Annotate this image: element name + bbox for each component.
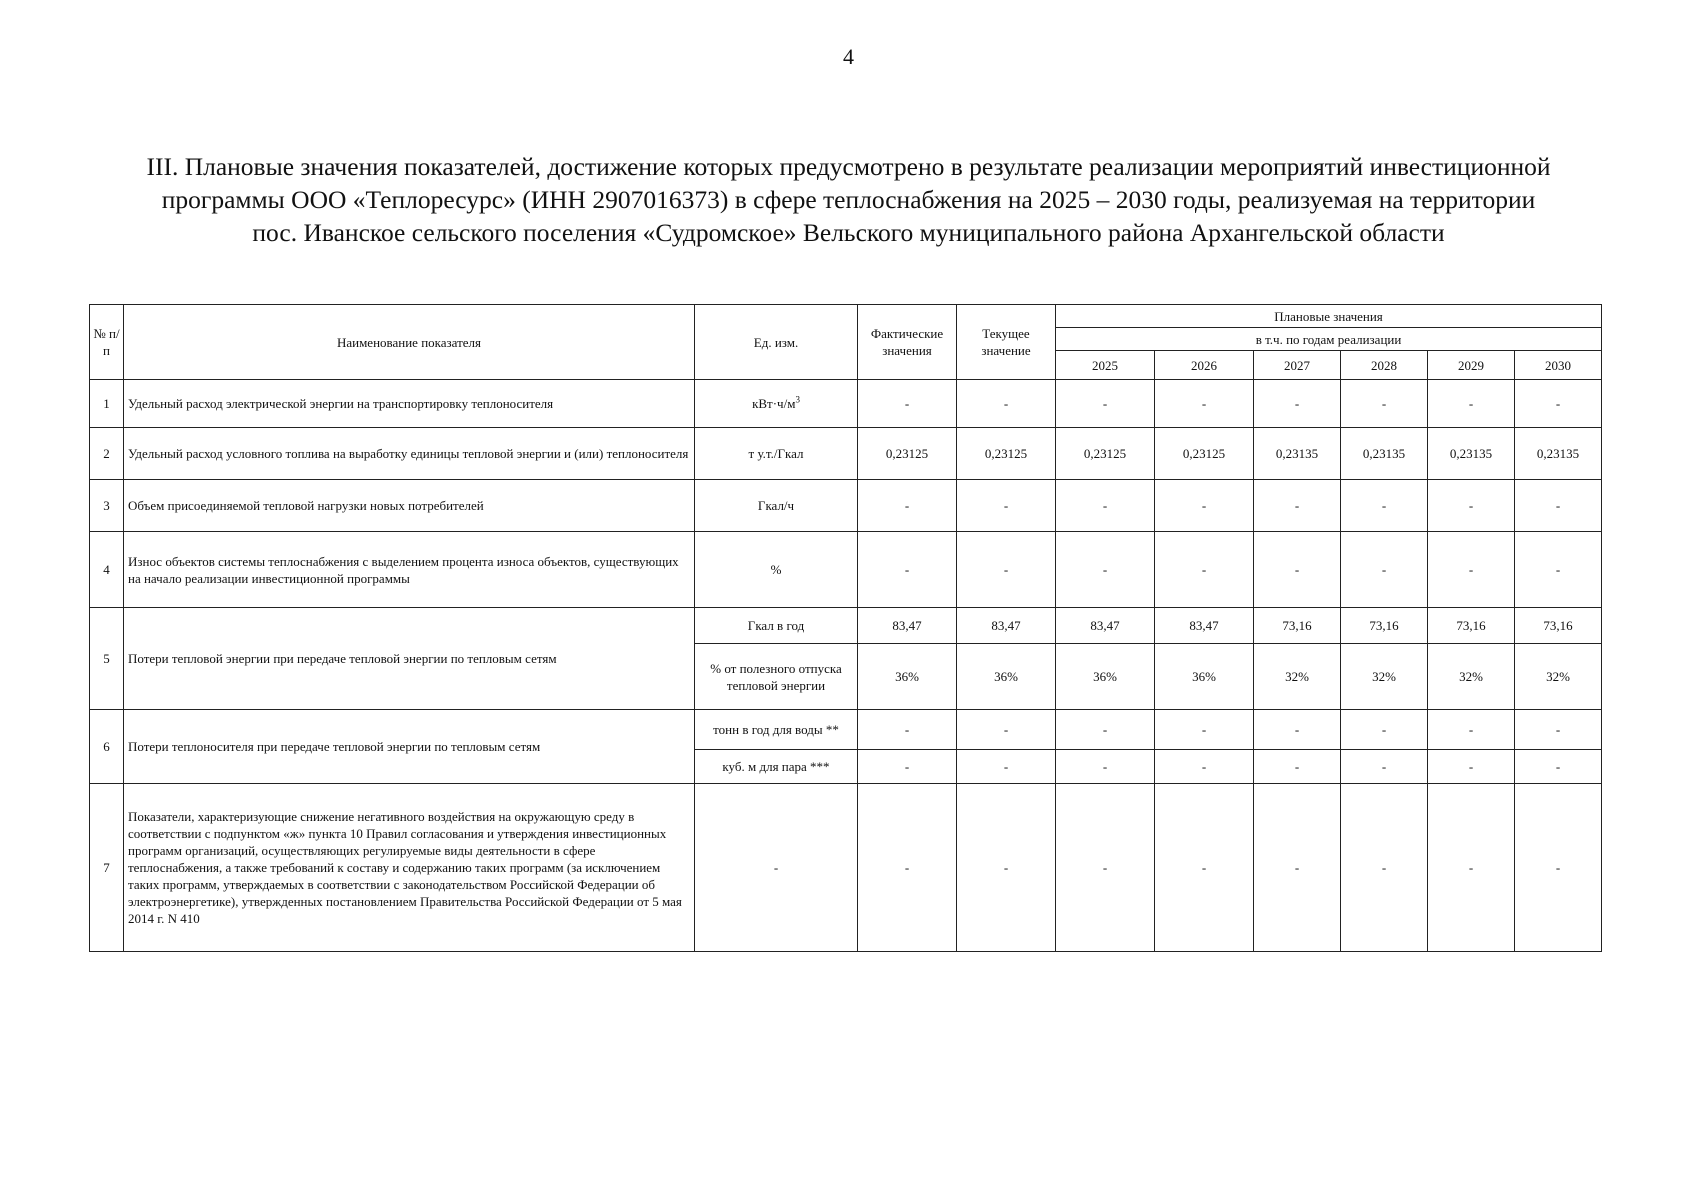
indicators-table xyxy=(89,304,1602,952)
year-value: - xyxy=(1155,532,1254,608)
heading-line-1: III. Плановые значения показателей, достижение которых предусмотрено в результате реализации мероприятий инвестиционной xyxy=(146,152,1551,181)
unit-cell: - xyxy=(695,784,858,952)
header-year: 2030 xyxy=(1515,351,1602,380)
indicator-name: Показатели, характеризующие снижение негативного воздействия на окружающую среду в соответствии с подпунктом «ж» пункта 10 Правил согласования и утверждения инвестиционных программ организаций, осуществляющих регулируемые виды деятельности в сфере теплоснабжения, а также требований к составу и содержанию таких программ (за исключением таких программ, утверждаемых в соответствии с законодательством Российской Федерации об электроэнергетике), утвержденных постановлением Правительства Российской Федерации от 5 мая 2014 г. N 410 xyxy=(124,784,695,952)
unit-cell: тонн в год для воды ** xyxy=(695,710,858,750)
year-value: - xyxy=(1254,784,1341,952)
year-value: - xyxy=(1056,710,1155,750)
year-value: 0,23135 xyxy=(1515,428,1602,480)
year-value: - xyxy=(1254,532,1341,608)
indicator-name: Удельный расход электрической энергии на транспортировку теплоносителя xyxy=(124,380,695,428)
unit-cell: т у.т./Гкал xyxy=(695,428,858,480)
year-value: - xyxy=(1428,532,1515,608)
year-value: - xyxy=(1515,480,1602,532)
year-value: - xyxy=(1341,532,1428,608)
year-value: - xyxy=(1056,750,1155,784)
indicator-name: Удельный расход условного топлива на выработку единицы тепловой энергии и (или) теплоносителя xyxy=(124,428,695,480)
year-value: - xyxy=(1341,380,1428,428)
unit-cell xyxy=(695,380,858,428)
header-year: 2026 xyxy=(1155,351,1254,380)
year-value: - xyxy=(1056,380,1155,428)
current-value: - xyxy=(957,480,1056,532)
unit-cell: куб. м для пара *** xyxy=(695,750,858,784)
indicator-name: Износ объектов системы теплоснабжения с выделением процента износа объектов, существующих на начало реализации инвестиционной программы xyxy=(124,532,695,608)
table-row xyxy=(90,784,1602,952)
year-value: - xyxy=(1341,480,1428,532)
year-value: - xyxy=(1056,480,1155,532)
year-value: - xyxy=(1428,784,1515,952)
year-value: 73,16 xyxy=(1254,608,1341,644)
year-value: 73,16 xyxy=(1341,608,1428,644)
year-value: - xyxy=(1341,750,1428,784)
year-value: - xyxy=(1515,380,1602,428)
table-row xyxy=(90,710,1602,750)
actual-value: - xyxy=(858,380,957,428)
table-row xyxy=(90,428,1602,480)
year-value: 0,23125 xyxy=(1155,428,1254,480)
year-value: 32% xyxy=(1428,644,1515,710)
indicator-name: Потери тепловой энергии при передаче тепловой энергии по тепловым сетям xyxy=(124,608,695,710)
year-value: - xyxy=(1155,480,1254,532)
unit-cell: % от полезного отпуска тепловой энергии xyxy=(695,644,858,710)
table-row xyxy=(90,532,1602,608)
current-value: - xyxy=(957,784,1056,952)
table-row xyxy=(90,608,1602,644)
header-year: 2028 xyxy=(1341,351,1428,380)
current-value: 36% xyxy=(957,644,1056,710)
unit-cell: % xyxy=(695,532,858,608)
indicator-name: Потери теплоносителя при передаче тепловой энергии по тепловым сетям xyxy=(124,710,695,784)
actual-value: 0,23125 xyxy=(858,428,957,480)
header-by-years: в т.ч. по годам реализации xyxy=(1056,328,1602,351)
year-value: 36% xyxy=(1056,644,1155,710)
year-value: 0,23125 xyxy=(1056,428,1155,480)
year-value: 0,23135 xyxy=(1254,428,1341,480)
header-actual: Фактические значения xyxy=(858,305,957,380)
year-value: - xyxy=(1341,710,1428,750)
year-value: - xyxy=(1254,750,1341,784)
year-value: 32% xyxy=(1341,644,1428,710)
row-number: 4 xyxy=(90,532,124,608)
year-value: - xyxy=(1515,750,1602,784)
year-value: - xyxy=(1341,784,1428,952)
year-value: - xyxy=(1428,710,1515,750)
actual-value: 36% xyxy=(858,644,957,710)
year-value: - xyxy=(1155,380,1254,428)
year-value: - xyxy=(1515,784,1602,952)
year-value: 0,23135 xyxy=(1341,428,1428,480)
heading-line-3: пос. Иванское сельского поселения «Судромское» Вельского муниципального района Архангельской области xyxy=(252,218,1445,247)
year-value: - xyxy=(1056,784,1155,952)
page-number: 4 xyxy=(843,44,854,69)
actual-value: - xyxy=(858,710,957,750)
current-value: - xyxy=(957,380,1056,428)
row-number: 3 xyxy=(90,480,124,532)
year-value: - xyxy=(1155,784,1254,952)
unit-cell: Гкал/ч xyxy=(695,480,858,532)
year-value: - xyxy=(1428,380,1515,428)
year-value: 83,47 xyxy=(1056,608,1155,644)
row-number: 6 xyxy=(90,710,124,784)
year-value: - xyxy=(1155,750,1254,784)
unit-text: кВт·ч/м xyxy=(752,396,796,411)
current-value: - xyxy=(957,532,1056,608)
year-value: 83,47 xyxy=(1155,608,1254,644)
header-year: 2029 xyxy=(1428,351,1515,380)
table-row xyxy=(90,380,1602,428)
row-number: 2 xyxy=(90,428,124,480)
year-value: 32% xyxy=(1515,644,1602,710)
header-name: Наименование показателя xyxy=(124,305,695,380)
year-value: 0,23135 xyxy=(1428,428,1515,480)
current-value: - xyxy=(957,710,1056,750)
actual-value: - xyxy=(858,532,957,608)
document-heading xyxy=(70,150,1627,249)
year-value: 32% xyxy=(1254,644,1341,710)
year-value: - xyxy=(1515,532,1602,608)
unit-cell: Гкал в год xyxy=(695,608,858,644)
year-value: - xyxy=(1254,710,1341,750)
header-num: № п/п xyxy=(90,305,124,380)
table-row xyxy=(90,480,1602,532)
year-value: 73,16 xyxy=(1428,608,1515,644)
header-year: 2025 xyxy=(1056,351,1155,380)
actual-value: - xyxy=(858,750,957,784)
header-year: 2027 xyxy=(1254,351,1341,380)
current-value: 0,23125 xyxy=(957,428,1056,480)
year-value: - xyxy=(1515,710,1602,750)
year-value: - xyxy=(1428,480,1515,532)
indicator-name: Объем присоединяемой тепловой нагрузки новых потребителей xyxy=(124,480,695,532)
year-value: 36% xyxy=(1155,644,1254,710)
year-value: - xyxy=(1056,532,1155,608)
year-value: - xyxy=(1254,380,1341,428)
heading-line-2: программы ООО «Теплоресурс» (ИНН 2907016373) в сфере теплоснабжения на 2025 – 2030 годы, реализуемая на территории xyxy=(161,185,1536,214)
header-unit: Ед. изм. xyxy=(695,305,858,380)
actual-value: - xyxy=(858,784,957,952)
header-planned: Плановые значения xyxy=(1056,305,1602,328)
year-value: - xyxy=(1428,750,1515,784)
year-value: 73,16 xyxy=(1515,608,1602,644)
year-value: - xyxy=(1155,710,1254,750)
actual-value: - xyxy=(858,480,957,532)
header-current: Текущее значение xyxy=(957,305,1056,380)
year-value: - xyxy=(1254,480,1341,532)
current-value: 83,47 xyxy=(957,608,1056,644)
actual-value: 83,47 xyxy=(858,608,957,644)
row-number: 7 xyxy=(90,784,124,952)
current-value: - xyxy=(957,750,1056,784)
row-number: 5 xyxy=(90,608,124,710)
unit-superscript: 3 xyxy=(795,394,800,405)
row-number: 1 xyxy=(90,380,124,428)
